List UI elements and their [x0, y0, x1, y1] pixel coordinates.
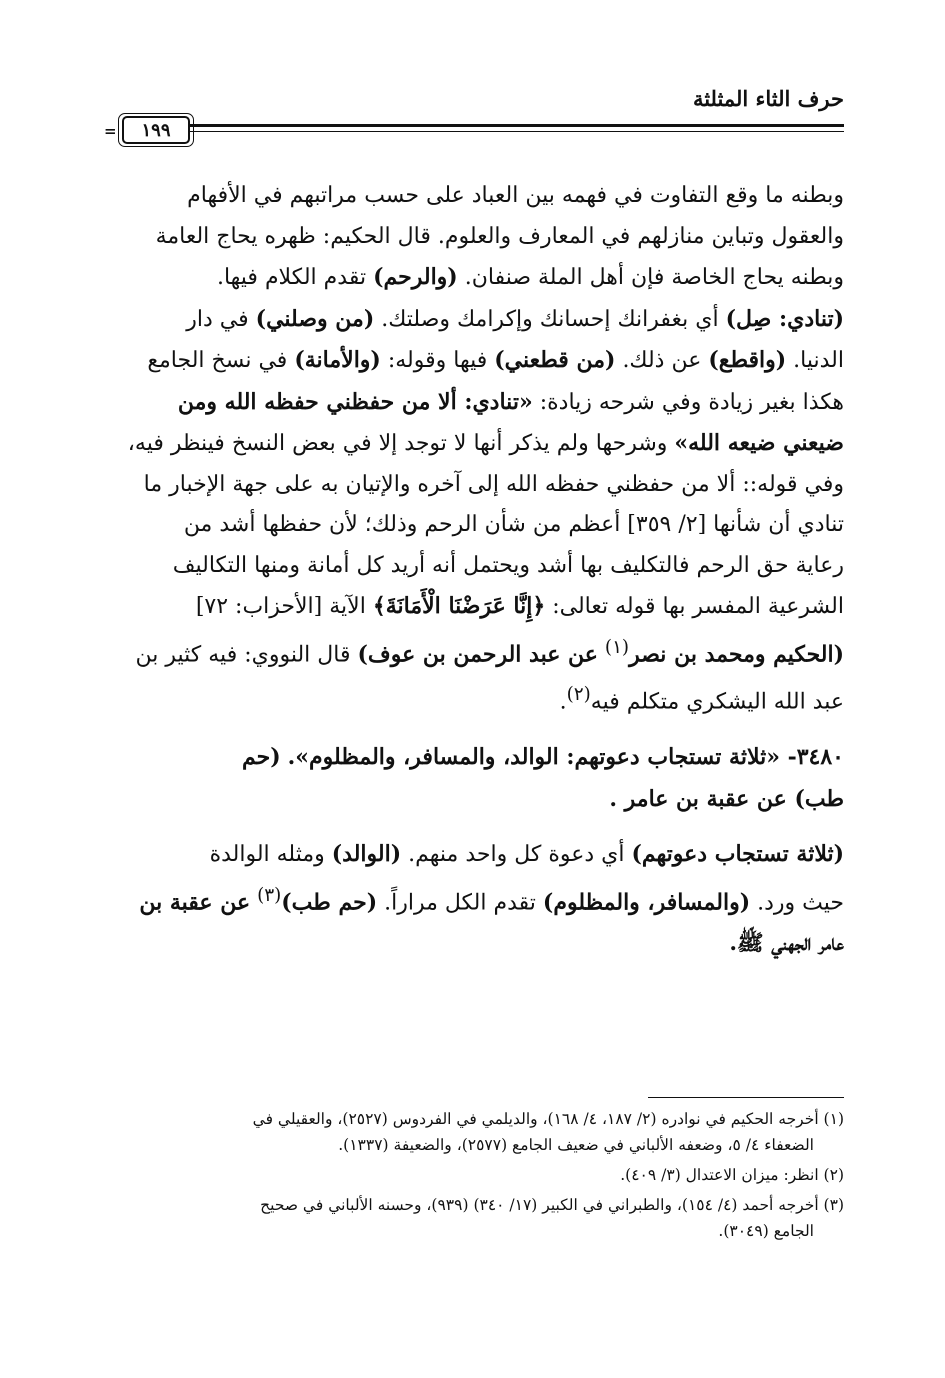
footnote-2 — [104, 1162, 844, 1188]
footnote-ref: (٢) — [566, 684, 591, 706]
footnote-line: الجامع (٣٠٤٩). — [718, 1222, 814, 1240]
footnote-ref: (٣) — [257, 884, 282, 906]
text-line: (ثلاثة تستجاب دعوتهم) أي دعوة كل واحد منهم. (الوالد) ومثله الوالدة — [209, 841, 844, 868]
text-line: الدنيا. (واقطع) عن ذلك. (من قطعني) فيها وقوله: (والأمانة) في نسخ الجامع — [147, 347, 844, 373]
footnote-line: (٢) انظر: ميزان الاعتدال (٣/ ٤٠٩). — [620, 1166, 844, 1184]
text-line: عامر الجهني ﷺ. — [729, 930, 844, 957]
text-line: وفي قوله:: ألا من حفظني حفظه الله إلى آخره والإتيان به على جهة الإخبار ما — [143, 471, 844, 497]
footnotes — [104, 1106, 844, 1248]
text-line: ٣٤٨٠- «ثلاثة تستجاب دعوتهم: الوالد، والمسافر، والمظلوم». (حم — [241, 744, 844, 771]
footnote-separator — [648, 1097, 844, 1098]
footnote-3 — [104, 1192, 844, 1244]
text-line: تنادي أن شأنها [٢/ ٣٥٩] أعظم من شأن الرحم وذلك؛ لأن حفظها أشد من — [183, 512, 844, 537]
commentary-paragraph — [104, 834, 844, 965]
text-line: (تنادي: صِل) أي بغفرانك إحسانك وإكرامك وصلتك. (من وصلني) في دار — [186, 305, 844, 332]
page-number-badge — [122, 116, 190, 144]
main-text — [104, 176, 844, 965]
commentary-paragraph — [104, 176, 844, 723]
text-line: هكذا بغير زيادة وفي شرحه زيادة: «تنادي: ألا من حفظني حفظه الله ومن — [177, 388, 844, 415]
text-line: والعقول وتباين منازلهم في المعارف والعلوم. قال الحكيم: ظهره يحاج العامة — [155, 223, 844, 249]
hadith-entry — [104, 737, 844, 820]
text-line: عبد الله اليشكري متكلم فيه$^{(٢)}$. — [559, 684, 844, 715]
header-rule — [104, 116, 844, 146]
footnote-line: الضعفاء ٤/ ٥، وضعفه الألباني في ضعيف الجامع (٢٥٧٧)، والضعيفة (١٣٣٧). — [338, 1136, 814, 1154]
text-line: (الحكيم ومحمد بن نصر$^{(١)}$ عن عبد الرحمن بن عوف) قال النووي: فيه كثير بن — [135, 636, 844, 667]
header-double-line — [190, 124, 844, 132]
text-line: حيث ورد. (والمسافر، والمظلوم) تقدم الكل مراراً. (حم طب)$^{(٣)}$ عن عقبة بن — [139, 884, 844, 915]
quran-quote: ﴿إِنَّا عَرَضْنَا الْأَمَانَةَ﴾ — [372, 593, 546, 619]
book-page — [104, 0, 844, 1378]
footnote-1 — [104, 1106, 844, 1158]
page-number: ١٩٩ — [141, 119, 171, 141]
text-line: الشرعية المفسر بها قوله تعالى: ﴿إِنَّا عَرَضْنَا الْأَمَانَةَ﴾ الآية [الأحزاب: ٧٢] — [195, 593, 844, 619]
text-line: رعاية حق الرحم فالتكليف بها أشد ويحتمل أنه أريد كل أمانة ومنها التكاليف — [172, 552, 844, 578]
text-line: طب) عن عقبة بن عامر . — [609, 785, 844, 812]
running-title: حرف الثاء المثلثة — [692, 86, 844, 111]
footnote-line: (٣) أخرجه أحمد (٤/ ١٥٤)، والطبراني في الكبير (١٧/ ٣٤٠) (٩٣٩)، وحسنه الألباني في صحيح — [260, 1196, 844, 1214]
text-line: وبطنه يحاج الخاصة فإن أهل الملة صنفان. (والرحم) تقدم الكلام فيها. — [216, 264, 844, 290]
footnote-line: (١) أخرجه الحكيم في نوادره (٢/ ١٨٧، ٤/ ١٦٨)، والديلمي في الفردوس (٢٥٢٧)، والعقيلي في — [252, 1110, 844, 1128]
page-number-mark: = — [104, 122, 117, 140]
footnote-ref: (١) — [604, 636, 630, 658]
text-line: ضيعني ضيعه الله» وشرحها ولم يذكر أنها لا توجد إلا في بعض النسخ فينظر فيه، — [127, 430, 844, 456]
text-line: وبطنه ما وقع التفاوت في فهمه بين العباد على حسب مراتبهم في الأفهام — [187, 183, 844, 208]
